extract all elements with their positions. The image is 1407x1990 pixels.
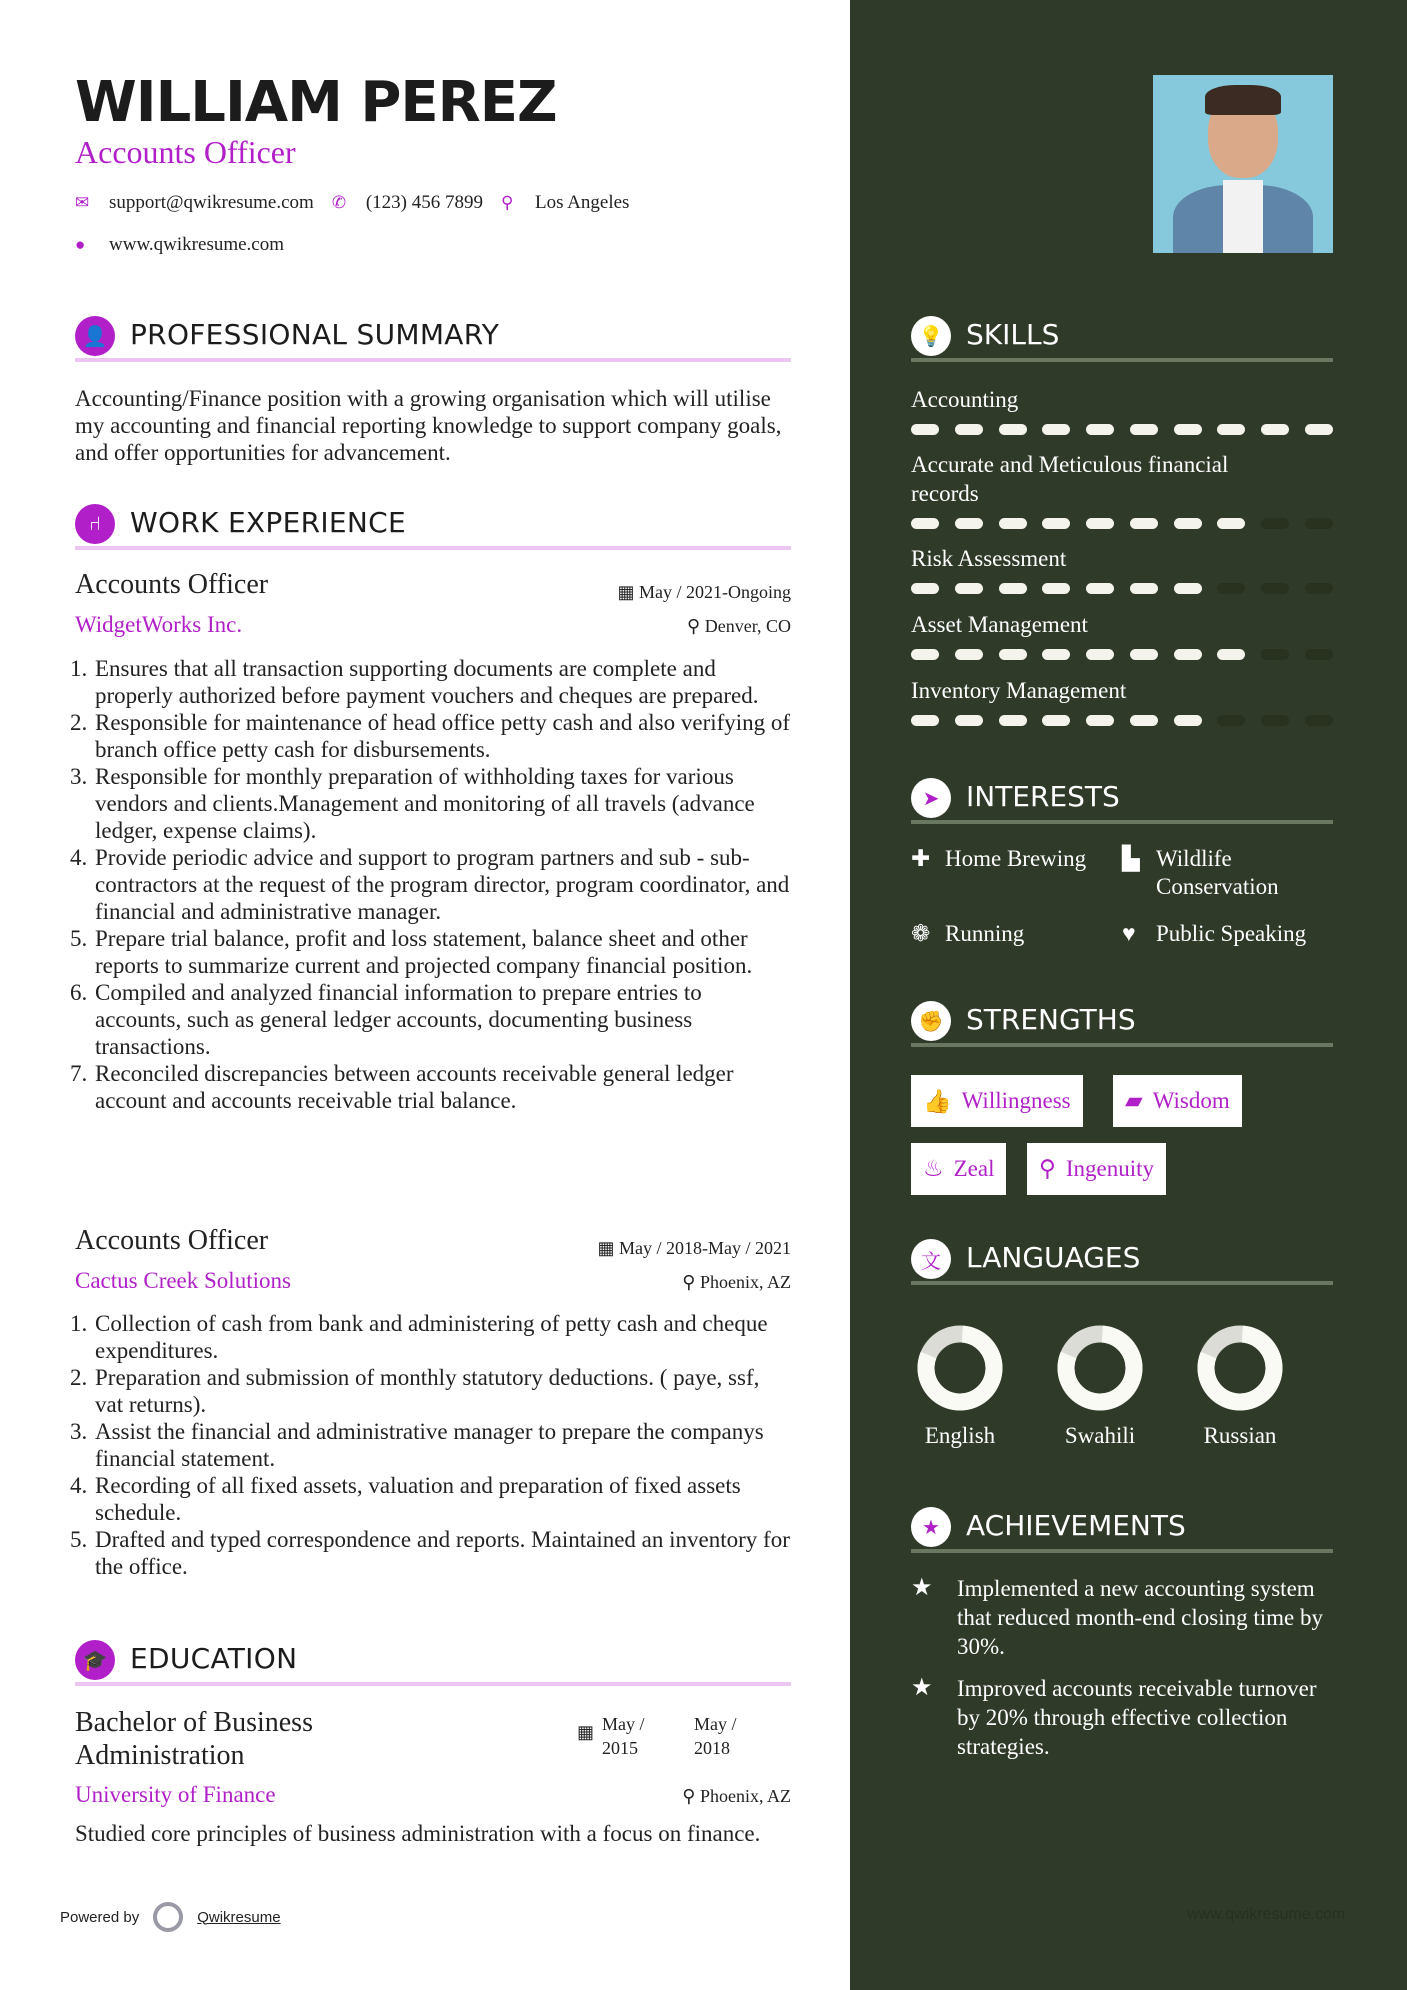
skill-level-dash (1130, 715, 1158, 726)
email[interactable]: support@qwikresume.com (109, 192, 314, 213)
skill-name: Accounting (911, 387, 1019, 412)
strength-chip: 👍 Willingness (911, 1075, 1083, 1127)
phone: (123) 456 7899 (365, 192, 483, 213)
calendar-icon: ▦ (597, 1238, 620, 1258)
phone-icon: ✆ (331, 193, 347, 212)
language-donut (1197, 1325, 1283, 1411)
skill-level-dash (999, 424, 1027, 435)
envelope-icon: ✉ (75, 193, 90, 212)
section-title: LANGUAGES (966, 1241, 1141, 1274)
powered-by: Powered by (60, 1908, 140, 1926)
skill-level-dash (911, 649, 939, 660)
skill-level-dash (999, 518, 1027, 529)
list-item: 7. Reconciled discrepancies between accounts receivable general ledger account and accounts receivable trial balance. (93, 1060, 791, 1114)
divider (911, 820, 1333, 824)
strength-chip: ▰ Wisdom (1113, 1075, 1242, 1127)
education-heading (75, 1640, 791, 1690)
section-title: PROFESSIONAL SUMMARY (130, 318, 500, 351)
job-title-1: Accounts Officer (75, 569, 269, 600)
divider (75, 358, 791, 362)
school: University of Finance (75, 1782, 276, 1807)
divider (911, 358, 1333, 362)
achievements-heading (911, 1507, 1333, 1557)
sidebar (850, 0, 1407, 1990)
divider (911, 1281, 1333, 1285)
languages-heading (911, 1239, 1333, 1289)
skill-level-dash (1261, 715, 1289, 726)
skill-level-dash (1217, 649, 1245, 660)
skill-name: Asset Management (911, 612, 1088, 637)
paper-plane-icon: ➤ (911, 778, 951, 818)
language-icon: 文 (911, 1239, 951, 1279)
skill-level-dash (955, 424, 983, 435)
calendar-icon: ▦ (577, 1722, 595, 1742)
list-item: 2. Responsible for maintenance of head office petty cash and also verifying of branch office petty cash for disbursements. (93, 709, 791, 763)
summary-heading (75, 316, 791, 366)
education-dates: ▦ May / 2015 May / 2018 (577, 1714, 737, 1758)
watermark: www.qwikresume.com (1187, 1906, 1346, 1923)
website-row (75, 234, 284, 256)
skill-level-dash (1086, 583, 1114, 594)
skill-item (911, 544, 1333, 594)
paw-icon: ❁ (911, 921, 931, 946)
skill-level-dash (1086, 424, 1114, 435)
skill-level-bar (911, 424, 1333, 435)
summary-text: Accounting/Finance position with a growing organisation which will utilise my accounting and financial reporting knowledge to support company goals, and offer opportunities for advancement. (75, 386, 782, 465)
skill-level-dash (1305, 649, 1333, 660)
skill-level-dash (1174, 649, 1202, 660)
skill-level-dash (1261, 649, 1289, 660)
skill-level-dash (1130, 424, 1158, 435)
achievement-item: ★ Implemented a new accounting system that reduced month-end closing time by 30%. (911, 1575, 1323, 1659)
job-dates-1: ▦ May / 2021-Ongoing (617, 582, 791, 602)
lightbulb-icon: 💡 (911, 316, 951, 356)
skill-level-bar (911, 518, 1333, 529)
skill-level-dash (911, 518, 939, 529)
skill-level-bar (911, 715, 1333, 726)
shooting-star-icon: ★ (911, 1575, 933, 1601)
strengths-heading (911, 1001, 1333, 1051)
section-title: EDUCATION (130, 1642, 298, 1675)
skill-level-dash (1261, 424, 1289, 435)
skill-level-dash (999, 649, 1027, 660)
website[interactable]: www.qwikresume.com (109, 234, 285, 255)
pin-icon: ⚲ (687, 616, 705, 636)
list-item: 2. Preparation and submission of monthly statutory deductions. ( paye, ssf, vat returns). (93, 1364, 791, 1418)
calendar-icon: ▦ (617, 582, 639, 602)
skill-level-dash (1042, 583, 1070, 594)
skill-level-dash (1130, 649, 1158, 660)
language-name: Russian (1203, 1423, 1277, 1448)
list-item: 5. Drafted and typed correspondence and reports. Maintained an inventory for the office. (93, 1526, 791, 1580)
location: Los Angeles (534, 192, 630, 213)
list-item: 6. Compiled and analyzed financial information to prepare entries to accounts, such as general ledger accounts, documenting business transactions. (93, 979, 791, 1060)
skill-level-bar (911, 583, 1333, 594)
star-icon: ★ (911, 1507, 951, 1547)
heartbeat-icon: ♥ (1122, 921, 1136, 946)
skill-name: Inventory Management (911, 678, 1127, 703)
skill-level-dash (955, 583, 983, 594)
skill-level-dash (1130, 583, 1158, 594)
skill-level-dash (999, 715, 1027, 726)
skill-level-dash (1174, 583, 1202, 594)
skill-level-dash (1217, 518, 1245, 529)
thumbs-up-icon: 👍 (923, 1088, 952, 1114)
divider (75, 546, 791, 550)
strength-chip: ♨ Zeal (911, 1143, 1006, 1195)
language-donut (1057, 1325, 1143, 1411)
brand-link[interactable]: Qwikresume (197, 1908, 281, 1926)
skill-item (911, 450, 1333, 529)
skill-level-dash (1042, 715, 1070, 726)
skill-level-dash (1217, 424, 1245, 435)
footer (60, 1902, 281, 1932)
skill-item (911, 676, 1333, 726)
language-name: Swahili (1064, 1423, 1136, 1448)
experience-heading (75, 504, 791, 554)
skill-level-dash (911, 583, 939, 594)
education-location: ⚲ Phoenix, AZ (682, 1786, 791, 1806)
skills-heading (911, 316, 1333, 366)
skill-level-dash (911, 424, 939, 435)
skill-level-dash (1305, 424, 1333, 435)
achievement-item: ★ Improved accounts receivable turnover by 20% through effective collection strategies. (911, 1675, 1317, 1759)
job-location-2: ⚲ Phoenix, AZ (682, 1272, 791, 1292)
interest-item: ♥ Public Speaking (1122, 921, 1307, 946)
skill-level-dash (1174, 518, 1202, 529)
pin-icon: ⚲ (682, 1272, 700, 1292)
candidate-name: WILLIAM PEREZ (75, 70, 557, 135)
language-item (1190, 1325, 1290, 1449)
job-bullets-1 (73, 655, 791, 1114)
fire-icon: ♨ (923, 1156, 944, 1181)
list-item: 1. Collection of cash from bank and administering of petty cash and cheque expenditures. (93, 1310, 791, 1364)
language-name: English (924, 1423, 996, 1448)
language-donut (917, 1325, 1003, 1411)
skill-level-dash (1305, 583, 1333, 594)
book-icon: ▰ (1125, 1088, 1143, 1113)
skill-level-dash (955, 649, 983, 660)
education-description: Studied core principles of business administration with a focus on finance. (75, 1821, 761, 1846)
skill-level-dash (1261, 583, 1289, 594)
puzzle-icon: ✚ (911, 846, 931, 871)
degree: Bachelor of Business Administration (75, 1707, 313, 1771)
interest-item: ❁ Running (911, 921, 1025, 946)
fist-icon: ✊ (911, 1001, 951, 1041)
skill-level-dash (955, 715, 983, 726)
skill-level-dash (1217, 583, 1245, 594)
language-item (910, 1325, 1010, 1449)
skill-name: Risk Assessment (911, 546, 1067, 571)
skill-level-dash (1042, 649, 1070, 660)
section-title: ACHIEVEMENTS (966, 1509, 1186, 1542)
skill-level-dash (1305, 518, 1333, 529)
interest-item: ▙ Wildlife Conservation (1122, 846, 1279, 899)
company-2: Cactus Creek Solutions (75, 1268, 291, 1293)
job-title-2: Accounts Officer (75, 1225, 269, 1256)
section-title: STRENGTHS (966, 1003, 1136, 1036)
user-icon: 👤 (75, 316, 115, 356)
divider (911, 1549, 1333, 1553)
section-title: INTERESTS (966, 780, 1120, 813)
list-item: 1. Ensures that all transaction supporting documents are complete and properly authorized before payment vouchers and cheques are prepared. (93, 655, 791, 709)
pin-icon: ⚲ (682, 1786, 700, 1806)
skill-level-dash (1042, 424, 1070, 435)
chair-icon: ⑁ (75, 504, 115, 544)
skill-level-bar (911, 649, 1333, 660)
skill-level-dash (1086, 518, 1114, 529)
skill-level-dash (1174, 424, 1202, 435)
skill-level-dash (1261, 518, 1289, 529)
location-pin-icon: ⚲ (500, 193, 514, 212)
divider (75, 1682, 791, 1686)
skill-item (911, 610, 1333, 660)
skill-level-dash (1042, 518, 1070, 529)
section-title: WORK EXPERIENCE (130, 506, 406, 539)
shooting-star-icon: ★ (911, 1675, 933, 1701)
profile-photo (1153, 75, 1333, 253)
divider (911, 1043, 1333, 1047)
skill-level-dash (1305, 715, 1333, 726)
section-title: SKILLS (966, 318, 1060, 351)
job-dates-2: ▦ May / 2018-May / 2021 (597, 1238, 791, 1258)
company-1: WidgetWorks Inc. (75, 612, 243, 637)
language-item (1050, 1325, 1150, 1449)
skill-name: Accurate and Meticulous financial records (911, 452, 1229, 506)
skill-level-dash (1086, 649, 1114, 660)
strength-chip: ⚲ Ingenuity (1027, 1143, 1166, 1195)
list-item: 4. Recording of all fixed assets, valuation and preparation of fixed assets schedule. (93, 1472, 791, 1526)
skill-level-dash (1217, 715, 1245, 726)
contact-row (75, 192, 629, 214)
list-item: 5. Prepare trial balance, profit and loss statement, balance sheet and other reports to summarize current and projected company financial position. (93, 925, 791, 979)
graduate-icon: 🎓 (75, 1640, 115, 1680)
lightbulb-icon: ⚲ (1039, 1156, 1056, 1181)
qwikresume-logo-icon (153, 1902, 183, 1932)
map-icon: ▙ (1122, 846, 1140, 871)
skill-level-dash (955, 518, 983, 529)
skill-level-dash (1174, 715, 1202, 726)
job-bullets-2 (73, 1310, 791, 1580)
skill-level-dash (1130, 518, 1158, 529)
job-location-1: ⚲ Denver, CO (687, 616, 791, 636)
list-item: 4. Provide periodic advice and support to program partners and sub - sub-contractors at the request of the program director, program coordinator, and financial and administrative manager. (93, 844, 791, 925)
skill-item (911, 385, 1333, 435)
skill-level-dash (911, 715, 939, 726)
list-item: 3. Responsible for monthly preparation of withholding taxes for various vendors and clients.Management and monitoring of all travels (advance ledger, expense claims). (93, 763, 791, 844)
globe-icon: ● (75, 235, 86, 254)
list-item: 3. Assist the financial and administrative manager to prepare the companys financial statement. (93, 1418, 791, 1472)
interest-item: ✚ Home Brewing (911, 846, 1087, 871)
skill-level-dash (999, 583, 1027, 594)
skill-level-dash (1086, 715, 1114, 726)
job-title: Accounts Officer (75, 134, 296, 170)
interests-heading (911, 778, 1333, 828)
